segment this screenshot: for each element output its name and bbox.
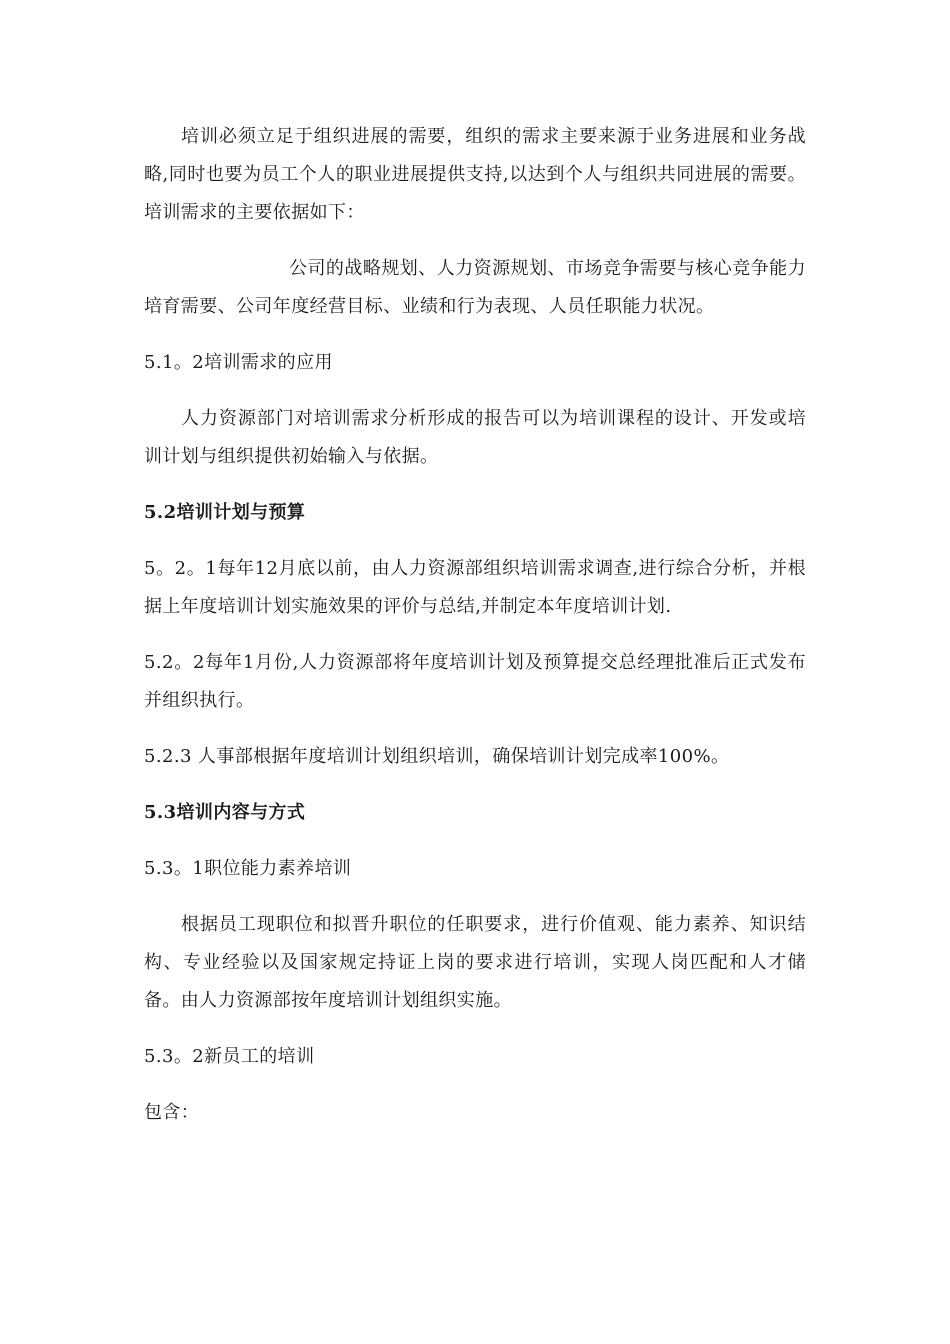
section-heading-5-3-1: 5.3。1职位能力素养培训: [144, 858, 352, 879]
paragraph-5-2-3: 5.2.3 人事部根据年度培训计划组织培训，确保培训计划完成率100%。: [144, 746, 730, 767]
section-heading-5-2: 5.2培训计划与预算: [144, 502, 306, 523]
paragraph-5-2-1: 5。2。1每年12月底以前，由人力资源部组织培训需求调查,进行综合分析，并根据上年度培训计划实施效果的评价与总结,并制定本年度培训计划.: [144, 558, 806, 617]
paragraph-needs-sources: 公司的战略规划、人力资源规划、市场竞争需要与核心竞争能力培育需要、公司年度经营目标、业绩和行为表现、人员任职能力状况。: [144, 258, 806, 317]
paragraph-needs-application: 人力资源部门对培训需求分析形成的报告可以为培训课程的设计、开发或培训计划与组织提供初始输入与依据。: [144, 408, 806, 467]
section-heading-5-3-2: 5.3。2新员工的培训: [144, 1046, 315, 1067]
paragraph-position-competency-training: 根据员工现职位和拟晋升职位的任职要求，进行价值观、能力素养、知识结构、专业经验以及国家规定持证上岗的要求进行培训，实现人岗匹配和人才储备。由人力资源部按年度培训计划组织实施。: [144, 914, 806, 1011]
paragraph-5-2-2: 5.2。2每年1月份,人力资源部将年度培训计划及预算提交总经理批准后正式发布并组织执行。: [144, 652, 806, 711]
document-body: [144, 118, 806, 1132]
paragraph-training-needs-basis: 培训必须立足于组织进展的需要，组织的需求主要来源于业务进展和业务战略,同时也要为员工个人的职业进展提供支持,以达到个人与组织共同进展的需要。培训需求的主要依据如下：: [144, 126, 806, 223]
paragraph-includes: 包含：: [144, 1102, 200, 1123]
section-heading-5-1-2: 5.1。2培训需求的应用: [144, 352, 333, 373]
section-heading-5-3: 5.3培训内容与方式: [144, 802, 306, 823]
